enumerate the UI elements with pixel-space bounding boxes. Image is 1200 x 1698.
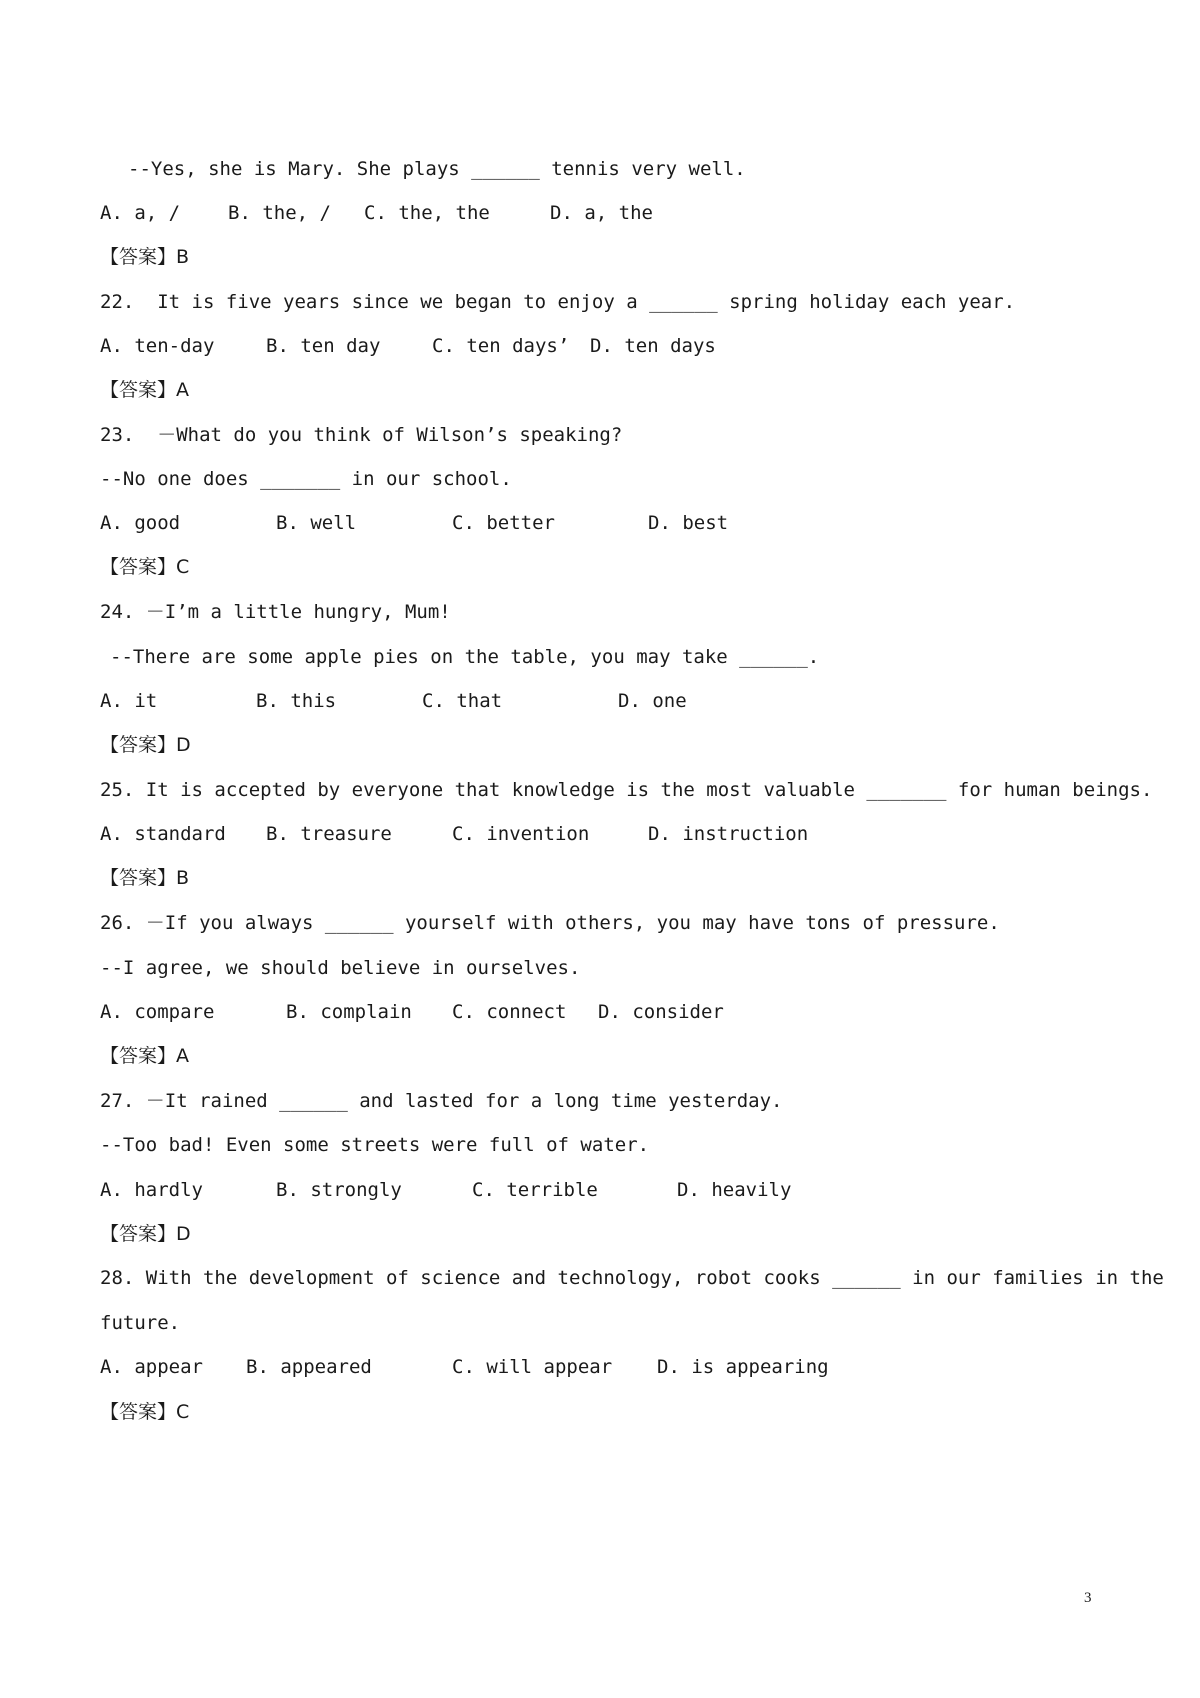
question-21-options	[0, 198, 1200, 228]
answer-text: 【答案】D	[100, 1223, 191, 1245]
question-27-line-2	[0, 1130, 1200, 1160]
option-b: B. the, /	[228, 202, 331, 224]
option-c: C. ten days’	[432, 335, 570, 357]
answer-26	[0, 1041, 1200, 1071]
question-26-options	[0, 997, 1200, 1027]
question-27-options	[0, 1175, 1200, 1205]
option-d: D. consider	[598, 1001, 724, 1023]
option-b: B. appeared	[246, 1356, 372, 1378]
option-b: B. strongly	[276, 1179, 402, 1201]
option-c: C. invention	[452, 823, 590, 845]
page-number: 3	[1084, 1590, 1092, 1606]
option-a: A. ten-day	[100, 335, 215, 357]
question-dialogue: --I agree, we should believe in ourselves.	[100, 957, 581, 979]
option-d: D. a, the	[550, 202, 653, 224]
option-d: D. one	[618, 690, 687, 712]
option-d: D. heavily	[677, 1179, 792, 1201]
option-a: A. standard	[100, 823, 226, 845]
question-text-continued: future.	[100, 1312, 181, 1334]
option-b: B. treasure	[266, 823, 392, 845]
answer-text: 【答案】B	[100, 246, 190, 268]
answer-text: 【答案】B	[100, 867, 190, 889]
answer-24	[0, 730, 1200, 760]
option-b: B. this	[256, 690, 337, 712]
question-text: 23. －What do you think of Wilson’s speaking?	[100, 424, 623, 446]
option-b: B. well	[276, 512, 357, 534]
question-23-stem	[0, 420, 1200, 450]
question-26-line-2	[0, 953, 1200, 983]
option-d: D. ten days	[590, 335, 716, 357]
question-27-stem	[0, 1086, 1200, 1116]
option-c: C. will appear	[452, 1356, 613, 1378]
question-21-line-2	[0, 154, 1200, 184]
question-text: 28. With the development of science and technology, robot cooks ______ in our families in the	[100, 1267, 1164, 1289]
question-text: 24. －I’m a little hungry, Mum!	[100, 601, 451, 623]
answer-text: 【答案】A	[100, 1045, 189, 1067]
answer-23	[0, 552, 1200, 582]
question-28-options	[0, 1352, 1200, 1382]
option-c: C. connect	[452, 1001, 567, 1023]
answer-28	[0, 1397, 1200, 1427]
answer-text: 【答案】C	[100, 1401, 190, 1423]
option-c: C. terrible	[472, 1179, 598, 1201]
answer-text: 【答案】C	[100, 556, 190, 578]
question-21-dialogue: --Yes, she is Mary. She plays ______ tennis very well.	[128, 158, 746, 180]
question-25-options	[0, 819, 1200, 849]
question-24-options	[0, 686, 1200, 716]
option-a: A. appear	[100, 1356, 203, 1378]
question-text: 22. It is five years since we began to enjoy a ______ spring holiday each year.	[100, 291, 1016, 313]
question-dialogue: --Too bad! Even some streets were full of water.	[100, 1134, 650, 1156]
question-24-line-2	[0, 642, 1200, 672]
answer-22	[0, 375, 1200, 405]
question-22-stem	[0, 287, 1200, 317]
question-24-stem	[0, 597, 1200, 627]
option-a: A. it	[100, 690, 158, 712]
question-dialogue: --No one does _______ in our school.	[100, 468, 512, 490]
question-text: 26. －If you always ______ yourself with others, you may have tons of pressure.	[100, 912, 1000, 934]
question-23-line-2	[0, 464, 1200, 494]
answer-text: 【答案】D	[100, 734, 191, 756]
option-d: D. is appearing	[657, 1356, 829, 1378]
answer-25	[0, 863, 1200, 893]
question-dialogue: --There are some apple pies on the table, you may take ______.	[110, 646, 820, 668]
option-b: B. ten day	[266, 335, 381, 357]
question-22-options	[0, 331, 1200, 361]
question-text: 25. It is accepted by everyone that knowledge is the most valuable _______ for human beings.	[100, 779, 1153, 801]
answer-27	[0, 1219, 1200, 1249]
option-b: B. complain	[286, 1001, 412, 1023]
option-c: C. better	[452, 512, 555, 534]
question-23-options	[0, 508, 1200, 538]
question-28-stem	[0, 1263, 1200, 1293]
answer-text: 【答案】A	[100, 379, 189, 401]
question-text: 27. －It rained ______ and lasted for a long time yesterday.	[100, 1090, 783, 1112]
question-25-stem	[0, 775, 1200, 805]
option-d: D. best	[648, 512, 729, 534]
question-26-stem	[0, 908, 1200, 938]
option-a: A. compare	[100, 1001, 215, 1023]
option-c: C. that	[422, 690, 503, 712]
option-a: A. a, /	[100, 202, 181, 224]
option-c: C. the, the	[364, 202, 490, 224]
option-d: D. instruction	[648, 823, 809, 845]
question-28-stem-continued	[0, 1308, 1200, 1338]
option-a: A. good	[100, 512, 181, 534]
option-a: A. hardly	[100, 1179, 203, 1201]
answer-21	[0, 242, 1200, 272]
